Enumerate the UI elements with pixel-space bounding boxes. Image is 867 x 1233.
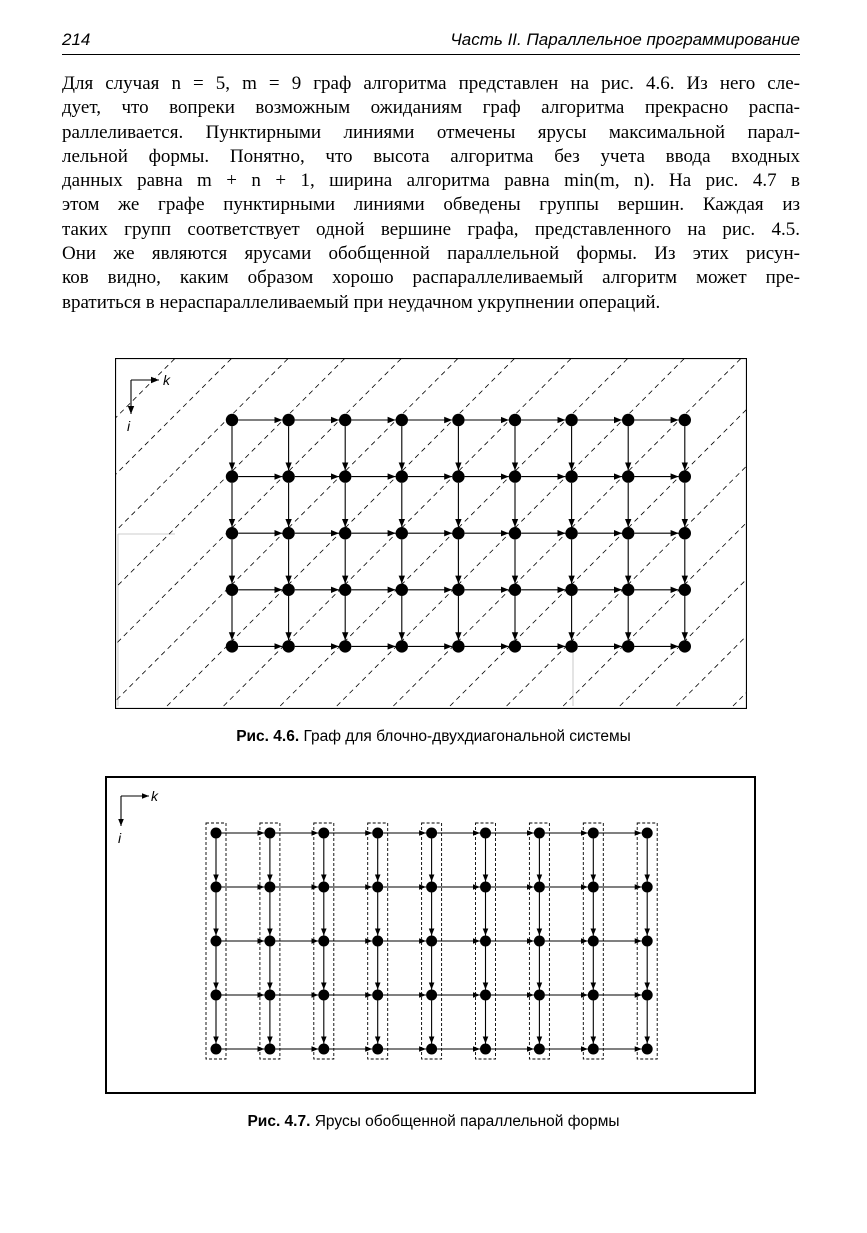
graph-node bbox=[534, 1044, 545, 1055]
graph-node bbox=[480, 828, 491, 839]
paragraph-line: лельной формы. Понятно, что высота алгоритма без учета ввода входных bbox=[62, 145, 800, 167]
axis-i-label: i bbox=[118, 830, 122, 846]
graph-node bbox=[339, 527, 351, 539]
graph-node bbox=[534, 990, 545, 1001]
graph-node bbox=[396, 640, 408, 652]
paragraph-line: таких групп соответствует одной вершине графа, представленного на рис. 4.5. bbox=[62, 218, 800, 240]
graph-node bbox=[339, 640, 351, 652]
graph-node bbox=[642, 1044, 653, 1055]
figure-4-6-caption bbox=[0, 728, 867, 746]
graph-node bbox=[565, 470, 577, 482]
graph-node bbox=[588, 936, 599, 947]
graph-node bbox=[426, 828, 437, 839]
caption-text: Граф для блочно-двухдиагональной системы bbox=[299, 728, 631, 745]
graph-node bbox=[226, 527, 238, 539]
figure-4-7-graph bbox=[105, 776, 756, 1094]
graph-node bbox=[480, 990, 491, 1001]
graph-node bbox=[372, 1044, 383, 1055]
graph-node bbox=[396, 470, 408, 482]
page-header bbox=[62, 28, 800, 55]
graph-node bbox=[452, 640, 464, 652]
graph-node bbox=[282, 470, 294, 482]
graph-node bbox=[426, 990, 437, 1001]
graph-node bbox=[509, 527, 521, 539]
paragraph-line: дует, что вопреки возможным ожиданиям граф алгоритма прекрасно распа- bbox=[62, 97, 800, 119]
graph-node bbox=[452, 527, 464, 539]
caption-label: Рис. 4.7. bbox=[247, 1113, 311, 1130]
graph-node bbox=[480, 882, 491, 893]
graph-node bbox=[452, 584, 464, 596]
graph-node bbox=[318, 828, 329, 839]
graph-node bbox=[226, 640, 238, 652]
graph-node bbox=[642, 936, 653, 947]
graph-node bbox=[565, 414, 577, 426]
graph-node bbox=[318, 936, 329, 947]
figure-4-6-graph bbox=[115, 358, 747, 709]
paragraph-line: этом же графе пунктирными линиями обведены группы вершин. Каждая из bbox=[62, 194, 800, 216]
graph-node bbox=[622, 584, 634, 596]
graph-node bbox=[588, 990, 599, 1001]
graph-node bbox=[372, 990, 383, 1001]
paragraph-line: Для случая n = 5, m = 9 граф алгоритма представлен на рис. 4.6. Из него сле- bbox=[62, 73, 800, 94]
graph-node bbox=[622, 640, 634, 652]
caption-text: Ярусы обобщенной параллельной формы bbox=[310, 1113, 620, 1130]
graph-node bbox=[282, 640, 294, 652]
paragraph-line: раллеливается. Пунктирными линиями отмечены ярусы максимальной парал- bbox=[62, 121, 800, 143]
graph-node bbox=[318, 990, 329, 1001]
graph-node bbox=[339, 584, 351, 596]
graph-node bbox=[642, 990, 653, 1001]
graph-node bbox=[565, 527, 577, 539]
graph-node bbox=[622, 470, 634, 482]
graph-node bbox=[264, 936, 275, 947]
paragraph-line: данных равна m + n + 1, ширина алгоритма равна min(m, n). На рис. 4.7 в bbox=[62, 170, 800, 192]
graph-node bbox=[509, 640, 521, 652]
graph-node bbox=[679, 470, 691, 482]
running-title: Часть II. Параллельное программирование bbox=[450, 30, 800, 49]
graph-node bbox=[372, 828, 383, 839]
graph-node bbox=[480, 936, 491, 947]
graph-node bbox=[534, 828, 545, 839]
graph-node bbox=[396, 414, 408, 426]
graph-node bbox=[480, 1044, 491, 1055]
graph-node bbox=[509, 584, 521, 596]
graph-node bbox=[372, 936, 383, 947]
graph-node bbox=[679, 527, 691, 539]
paragraph-line: ков видно, каким образом хорошо распараллеливаемый алгоритм может пре- bbox=[62, 267, 800, 289]
paragraph-line: Они же являются ярусами обобщенной параллельной формы. Из этих рисун- bbox=[62, 243, 800, 265]
graph-node bbox=[396, 584, 408, 596]
paragraph-line: вратиться в нераспараллеливаемый при неудачном укрупнении операций. bbox=[62, 291, 661, 313]
graph-node bbox=[452, 470, 464, 482]
graph-node bbox=[452, 414, 464, 426]
graph-node bbox=[211, 936, 222, 947]
axis-k-label: k bbox=[151, 788, 158, 804]
graph-node bbox=[534, 936, 545, 947]
graph-node bbox=[211, 1044, 222, 1055]
graph-node bbox=[339, 470, 351, 482]
graph-node bbox=[282, 527, 294, 539]
graph-node bbox=[642, 828, 653, 839]
graph-node bbox=[509, 414, 521, 426]
graph-node bbox=[396, 527, 408, 539]
graph-node bbox=[565, 584, 577, 596]
graph-node bbox=[679, 640, 691, 652]
graph-node bbox=[264, 1044, 275, 1055]
caption-label: Рис. 4.6. bbox=[236, 728, 300, 745]
graph-node bbox=[565, 640, 577, 652]
graph-node bbox=[426, 882, 437, 893]
graph-node bbox=[339, 414, 351, 426]
graph-node bbox=[282, 584, 294, 596]
graph-node bbox=[534, 882, 545, 893]
graph-node bbox=[211, 990, 222, 1001]
graph-node bbox=[679, 584, 691, 596]
graph-node bbox=[282, 414, 294, 426]
graph-node bbox=[264, 882, 275, 893]
graph-node bbox=[588, 1044, 599, 1055]
graph-node bbox=[226, 470, 238, 482]
axis-i-label: i bbox=[127, 418, 131, 434]
graph-node bbox=[226, 414, 238, 426]
body-paragraph bbox=[62, 72, 800, 315]
graph-node bbox=[211, 882, 222, 893]
graph-node bbox=[211, 828, 222, 839]
graph-node bbox=[372, 882, 383, 893]
page-number: 214 bbox=[62, 30, 91, 49]
axis-k-label: k bbox=[163, 372, 170, 388]
graph-node bbox=[642, 882, 653, 893]
graph-node bbox=[318, 882, 329, 893]
graph-node bbox=[588, 828, 599, 839]
graph-node bbox=[588, 882, 599, 893]
graph-node bbox=[622, 414, 634, 426]
graph-node bbox=[622, 527, 634, 539]
figure-4-7-caption bbox=[0, 1113, 867, 1131]
graph-node bbox=[226, 584, 238, 596]
graph-node bbox=[426, 936, 437, 947]
graph-node bbox=[426, 1044, 437, 1055]
graph-node bbox=[264, 828, 275, 839]
graph-node bbox=[318, 1044, 329, 1055]
graph-node bbox=[509, 470, 521, 482]
graph-node bbox=[264, 990, 275, 1001]
graph-node bbox=[679, 414, 691, 426]
